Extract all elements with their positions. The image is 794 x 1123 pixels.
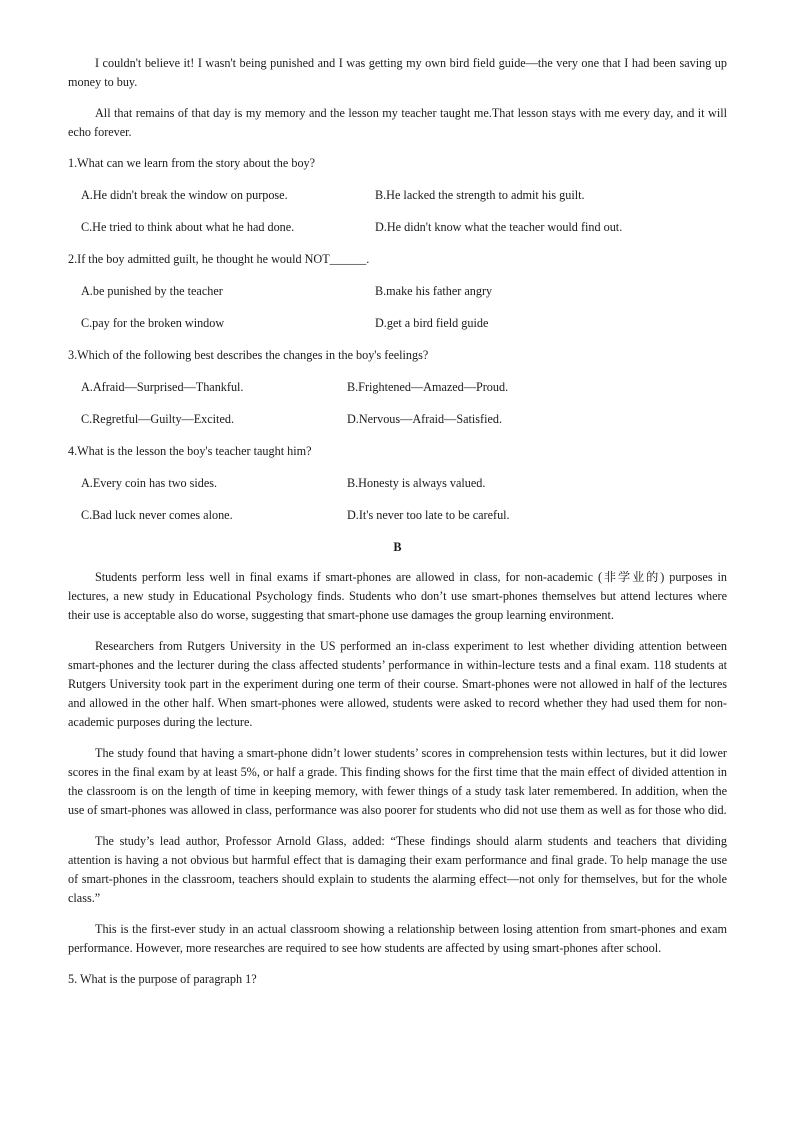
question-1-option-d: D.He didn't know what the teacher would find out. [375, 220, 623, 234]
section-b-paragraph-1: Students perform less well in final exams if smart-phones are allowed in class, for non-academic (非学业的) purposes in lectures, a new study in Educational Psychology finds. Students who don’t use smart-phones themselves but attend lectures where their use is acceptable also do worse, suggesting that smart-phone use damages the group learning environment. [68, 570, 727, 622]
question-4-stem: 4.What is the lesson the boy's teacher taught him? [68, 444, 312, 458]
question-4-option-c: C.Bad luck never comes alone. [81, 508, 233, 522]
question-1-options-row-2 [68, 218, 727, 237]
question-2-option-a: A.be punished by the teacher [81, 284, 223, 298]
question-3-stem: 3.Which of the following best describes the changes in the boy's feelings? [68, 348, 429, 362]
section-b-paragraph-3: The study found that having a smart-phone didn’t lower students’ scores in comprehension tests within lectures, but it did lower scores in the final exam by at least 5%, or half a grade. This finding shows for the first time that the main effect of divided attention in the classroom is on the length of time in keeping memory, with fewer things of a study task later remembered. In addition, when the use of smart-phones was allowed in class, performance was also poorer for students who did not use them as well as for those who did. [68, 746, 727, 817]
section-b-paragraph-4: The study’s lead author, Professor Arnold Glass, added: “These findings should alarm students and teachers that dividing attention is having a not obvious but harmful effect that is damaging their exam performance and final grade. To help manage the use of smart-phones in the classroom, teachers should explain to students the alarming effect—not only for themselves, but for the whole class.” [68, 834, 727, 905]
question-2-options-row-2 [68, 314, 727, 333]
question-1-options-row-1 [68, 186, 727, 205]
question-2-option-d: D.get a bird field guide [375, 316, 489, 330]
question-2-option-c: C.pay for the broken window [81, 316, 225, 330]
question-2-option-b: B.make his father angry [375, 284, 493, 298]
exam-page [68, 54, 727, 989]
question-4-option-a: A.Every coin has two sides. [81, 476, 218, 490]
question-4-option-d: D.It's never too late to be careful. [347, 508, 510, 522]
question-3-option-d: D.Nervous—Afraid—Satisfied. [347, 412, 503, 426]
question-3-option-c: C.Regretful—Guilty—Excited. [81, 412, 234, 426]
passage-a-paragraph-2: All that remains of that day is my memory and the lesson my teacher taught me.That lesson stays with me every day, and it will echo forever. [68, 106, 727, 139]
question-3-option-a: A.Afraid—Surprised—Thankful. [81, 380, 244, 394]
question-1-option-a: A.He didn't break the window on purpose. [81, 188, 288, 202]
section-b-paragraph-2: Researchers from Rutgers University in the US performed an in-class experiment to lest whether dividing attention between smart-phones and the lecturer during the class affected students’ performance in within-lecture tests and a final exam. 118 students at Rutgers University took part in the experiment during one term of their course. Smart-phones were not allowed in half of the lectures and allowed in the other half. When smart-phones were allowed, students were asked to record whether they had used them for non-academic purposes during the lecture. [68, 639, 727, 729]
section-b-heading: B [393, 540, 402, 554]
question-2-options-row-1 [68, 282, 727, 301]
question-1-option-c: C.He tried to think about what he had done. [81, 220, 295, 234]
question-4-option-b: B.Honesty is always valued. [347, 476, 486, 490]
question-4-options-row-1 [68, 474, 727, 493]
question-3-options-row-2 [68, 410, 727, 429]
question-5-stem: 5. What is the purpose of paragraph 1? [68, 972, 257, 986]
question-3-option-b: B.Frightened—Amazed—Proud. [347, 380, 509, 394]
passage-a-paragraph-1: I couldn't believe it! I wasn't being punished and I was getting my own bird field guide—the very one that I had been saving up money to buy. [68, 56, 727, 89]
section-b-paragraph-5: This is the first-ever study in an actual classroom showing a relationship between losing attention from smart-phones and exam performance. However, more researches are required to see how students are affected by using smart-phones after school. [68, 922, 727, 955]
question-1-stem: 1.What can we learn from the story about the boy? [68, 156, 316, 170]
question-4-options-row-2 [68, 506, 727, 525]
question-2-stem: 2.If the boy admitted guilt, he thought he would NOT______. [68, 252, 370, 266]
question-1-option-b: B.He lacked the strength to admit his guilt. [375, 188, 585, 202]
question-3-options-row-1 [68, 378, 727, 397]
